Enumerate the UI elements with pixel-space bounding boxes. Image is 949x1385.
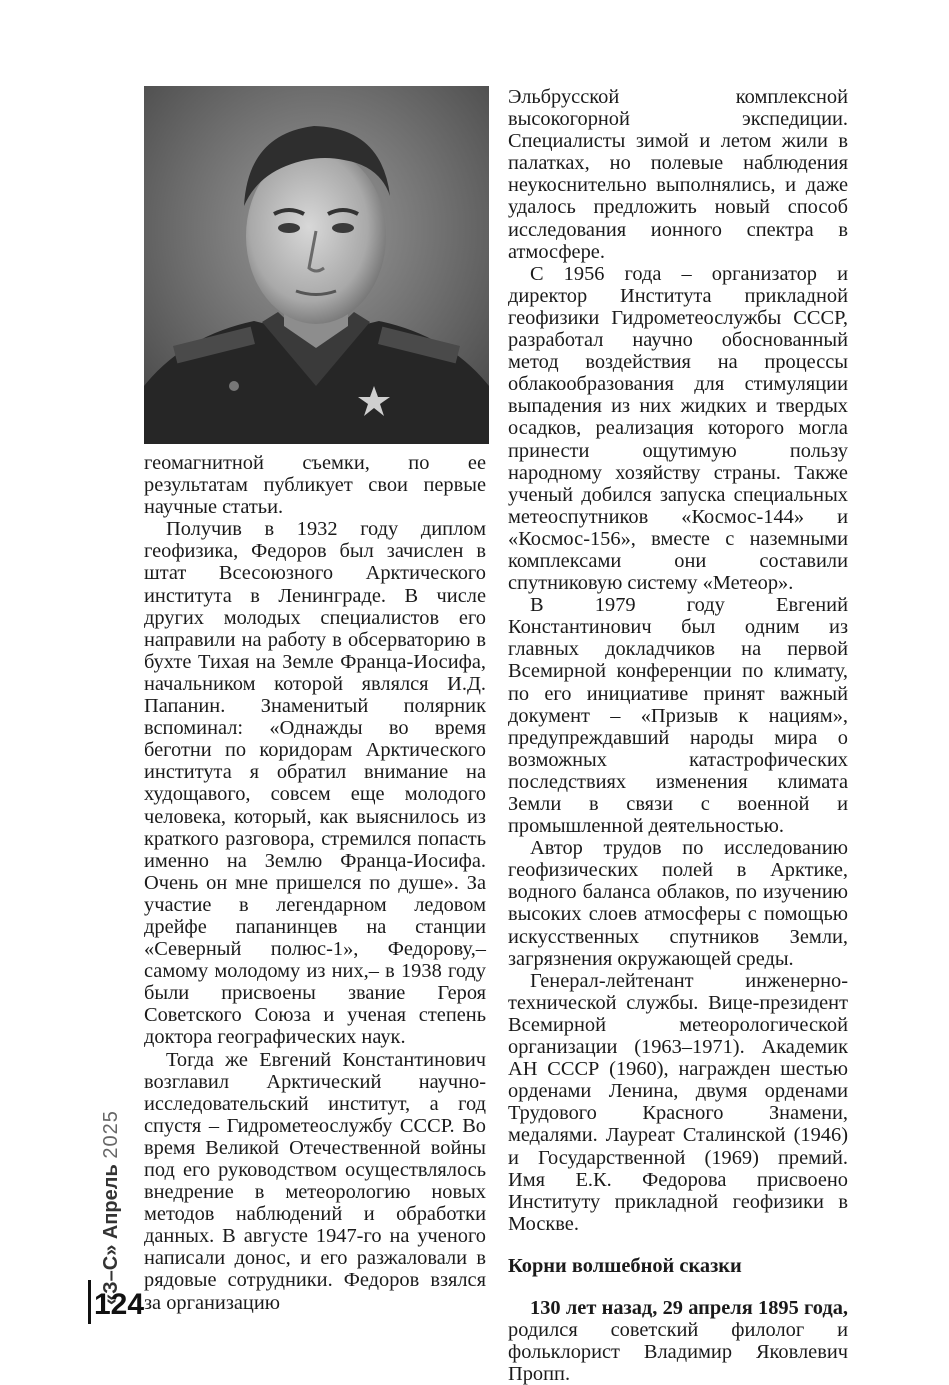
issue-month: Апрель xyxy=(100,1164,122,1240)
lead-bold: 130 лет назад, 29 апреля 1895 года, xyxy=(530,1296,848,1319)
issue-year: 2025 xyxy=(100,1110,122,1159)
magazine-name: «З–С» xyxy=(100,1244,122,1305)
paragraph: С 1956 года – организатор и директор Института прикладной геофизики Гидрометеослужбы СССР, разработал научно обоснованный метод воздействия на процессы облакообразования для стимуляции выпадения из них жидких и твердых осадков, реализация которого могла принести ощутимую пользу народному хозяйству страны. Также ученый добился запуска специальных метеоспутников «Космос-144» и «Космос-156», вместе с наземными комплексами они составили спутниковую систему «Метеор». xyxy=(508,262,848,595)
sidebar-magazine-label xyxy=(78,1075,122,1305)
paragraph: геомагнитной съемки, по ее результатам публикует свои первые научные статьи. xyxy=(144,452,486,519)
paragraph: Генерал-лейтенант инженерно-технической службы. Вице-президент Всемирной метеорологической организации (1963–1971). Академик АН СССР (1960), награжден шестью орденами Ленина, двумя орденами Трудового Красного Знамени, медалями. Лауреат Сталинской (1946) и Государственной (1969) премий. Имя Е.К. Федорова присвоено Институту прикладной геофизики в Москве. xyxy=(508,969,848,1235)
portrait-photo xyxy=(144,86,489,444)
right-column xyxy=(508,86,848,1385)
lead-paragraph xyxy=(508,1297,848,1385)
paragraph: В 1979 году Евгений Константинович был одним из главных докладчиков на первой Всемирной конференции по климату, по его инициативе принят важный документ – «Призыв к нациям», предупреждавший народы мира о возможных катастрофических последствиях изменения климата Земли в связи с военной и промышленной деятельностью. xyxy=(508,594,848,838)
portrait-icon xyxy=(144,86,489,444)
paragraph: Эльбрусской комплексной высокогорной экспедиции. Специалисты зимой и летом жили в палатках, но полевые наблюдения неукоснительно выполнялись, и даже удалось предложить новый способ исследования ионного спектра в атмосфере. xyxy=(508,86,848,263)
page-number-rule xyxy=(88,1280,91,1324)
section-heading: Корни волшебной сказки xyxy=(508,1254,742,1277)
page-number: 124 xyxy=(94,1288,145,1321)
paragraph: Автор трудов по исследованию геофизических полей в Арктике, водного баланса облаков, по изучению высоких слоев атмосферы с помощью искусственных спутников Земли, загрязнения окружающей среды. xyxy=(508,837,848,970)
paragraph: Получив в 1932 году диплом геофизика, Федоров был зачислен в штат Всесоюзного Арктического института в Ленинграде. В числе других молодых специалистов его направили на работу в обсерваторию в бухте Тихая на Земле Франца-Иосифа, начальником которой являлся И.Д. Папанин. Знаменитый полярник вспоминал: «Однажды во время беготни по коридорам Арктического института я обратил внимание на худощавого, совсем еще молодого человека, который, как выяснилось из краткого разговора, стремился попасть именно на Землю Франца-Иосифа. Очень он мне пришелся по душе». За участие в легендарном ледовом дрейфе папанинцев на станции «Северный полюс-1», Федорову,– самому молодому из них,– в 1938 году были присвоены звание Героя Советского Союза и ученая степень доктора географических наук. xyxy=(144,518,486,1049)
paragraph: Тогда же Евгений Константинович возглавил Арктический научно-исследовательский институт, а год спустя – Гидрометеослужбу СССР. Во время Великой Отечественной войны под его руководством осуществлялось внедрение в метеорологию новых методов наблюдений и обработки данных. В августе 1947-го на ученого написали донос, и его разжаловали в рядовые сотрудники. Федоров взялся за организацию xyxy=(144,1048,486,1314)
lead-rest: родился советский филолог и фольклорист Владимир Яковлевич Пропп. xyxy=(508,1319,848,1385)
left-column xyxy=(144,452,486,1314)
